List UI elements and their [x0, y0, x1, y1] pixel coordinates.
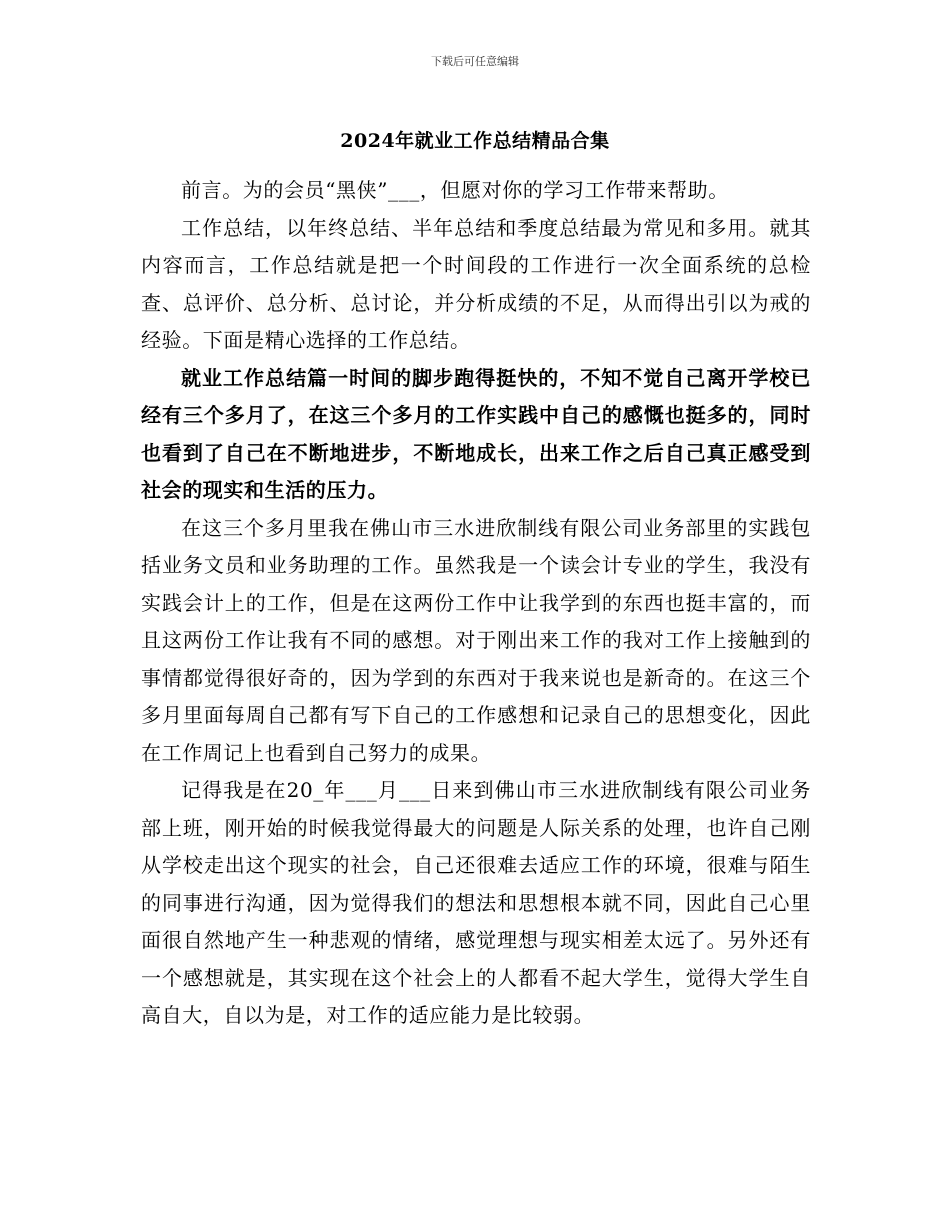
document-title: 2024年就业工作总结精品合集	[340, 130, 610, 152]
paragraph-intro: 工作总结，以年终总结、半年总结和季度总结最为常见和多用。就其内容而言，工作总结就是把一个时间段的工作进行一次全面系统的总检查、总评价、总分析、总讨论，并分析成绩的不足，从而得出引以为戒的经验。下面是精心选择的工作总结。	[141, 215, 811, 352]
header-note: 下载后可任意编辑	[431, 55, 519, 68]
paragraph-section-one-lead: 就业工作总结篇一时间的脚步跑得挺快的，不知不觉自己离开学校已经有三个多月了，在这三个多月的工作实践中自己的感慨也挺多的，同时也看到了自己在不断地进步，不断地成长，出来工作之后自己真正感受到社会的现实和生活的压力。	[141, 365, 811, 502]
document-body	[141, 172, 811, 1035]
paragraph-internship: 在这三个多月里我在佛山市三水进欣制线有限公司业务部里的实践包括业务文员和业务助理的工作。虽然我是一个读会计专业的学生，我没有实践会计上的工作，但是在这两份工作中让我学到的东西也挺丰富的，而且这两份工作让我有不同的感想。对于刚出来工作的我对工作上接触到的事情都觉得很好奇的，因为学到的东西对于我来说也是新奇的。在这三个多月里面每周自己都有写下自己的工作感想和记录自己的思想变化，因此在工作周记上也看到自己努力的成果。	[141, 515, 811, 765]
paragraph-preface: 前言。为的会员“黑侠”___，但愿对你的学习工作带来帮助。	[181, 178, 729, 202]
paragraph-first-impressions: 记得我是在20_年___月___日来到佛山市三水进欣制线有限公司业务部上班，刚开始的时候我觉得最大的问题是人际关系的处理，也许自己刚从学校走出这个现实的社会，自己还很难去适应工作的环境，很难与陌生的同事进行沟通，因为觉得我们的想法和思想根本就不同，因此自己心里面很自然地产生一种悲观的情绪，感觉理想与现实相差太远了。另外还有一个感想就是，其实现在这个社会上的人都看不起大学生，觉得大学生自高自大，自以为是，对工作的适应能力是比较弱。	[141, 778, 811, 1027]
